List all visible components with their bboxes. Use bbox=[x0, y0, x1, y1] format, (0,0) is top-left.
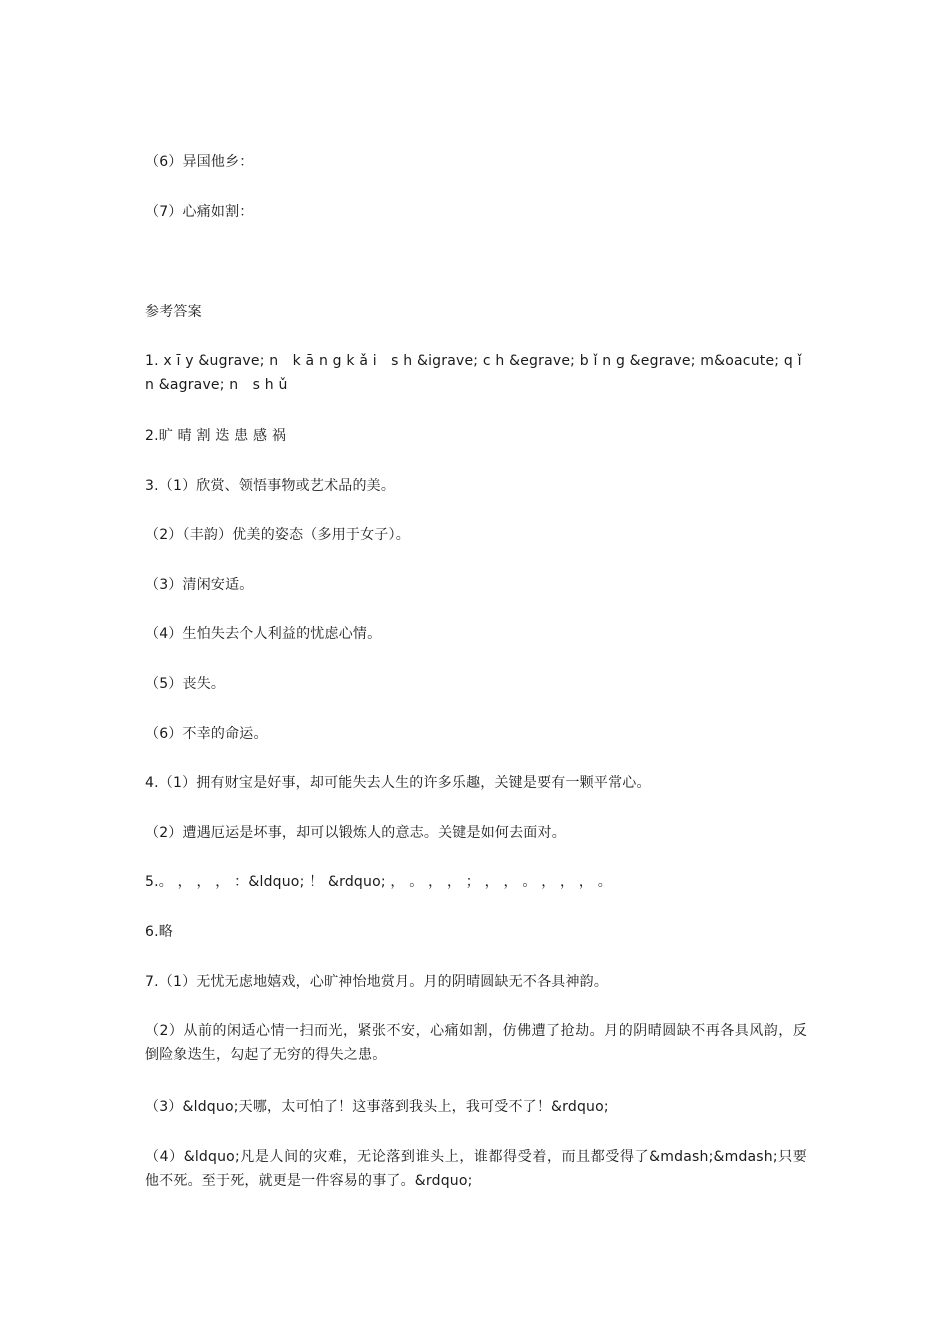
answer-3-4: （4）生怕失去个人利益的忧虑心情。 bbox=[145, 626, 382, 642]
answer-7-2: （2）从前的闲适心情一扫而光，紧张不安，心痛如割，仿佛遭了抢劫。月的阴晴圆缺不再各具风韵，反倒险象迭生，勾起了无穷的得失之患。 bbox=[145, 1023, 807, 1063]
answer-7-1: 7.（1）无忧无虑地嬉戏，心旷神怡地赏月。月的阴晴圆缺无不各具神韵。 bbox=[145, 974, 609, 990]
answer-3-1: 3.（1）欣赏、领悟事物或艺术品的美。 bbox=[145, 478, 396, 494]
answer-4-1: 4.（1）拥有财宝是好事，却可能失去人生的许多乐趣，关键是要有一颗平常心。 bbox=[145, 775, 651, 791]
answer-2: 2.旷 晴 割 迭 患 感 祸 bbox=[145, 428, 287, 444]
answer-7-4: （4）&ldquo;凡是人间的灾难，无论落到谁头上，谁都得受着，而且都受得了&mdash;&mdash;只要他不死。至于死，就更是一件容易的事了。&rdquo; bbox=[145, 1149, 807, 1189]
answers-heading: 参考答案 bbox=[145, 304, 202, 320]
item-7-heartache: （7）心痛如割： bbox=[145, 204, 254, 220]
answer-3-5: （5）丧失。 bbox=[145, 676, 226, 692]
answer-6: 6.略 bbox=[145, 924, 173, 940]
answer-3-6: （6）不幸的命运。 bbox=[145, 726, 268, 742]
answer-4-2: （2）遭遇厄运是坏事，却可以锻炼人的意志。关键是如何去面对。 bbox=[145, 825, 566, 841]
answer-7-3: （3）&ldquo;天哪，太可怕了！这事落到我头上，我可受不了！&rdquo; bbox=[145, 1099, 609, 1115]
answer-3-2: （2）（丰韵）优美的姿态（多用于女子）。 bbox=[145, 527, 410, 543]
answer-1-pinyin: 1. x ī y &ugrave; n k ā n g k ǎ i s h &igrave; c h &egrave; b ǐ n g &egrave; m&oacute; q ǐ n &agrave; n s h ǔ bbox=[145, 353, 802, 393]
item-6-foreign-land: （6）异国他乡： bbox=[145, 154, 254, 170]
answer-5-punctuation: 5.。 ， ， ， ：&ldquo; ！ &rdquo; ， 。 ， ， ； ， ， 。 ， ， ， 。 bbox=[145, 874, 612, 890]
answer-3-3: （3）清闲安适。 bbox=[145, 577, 254, 593]
